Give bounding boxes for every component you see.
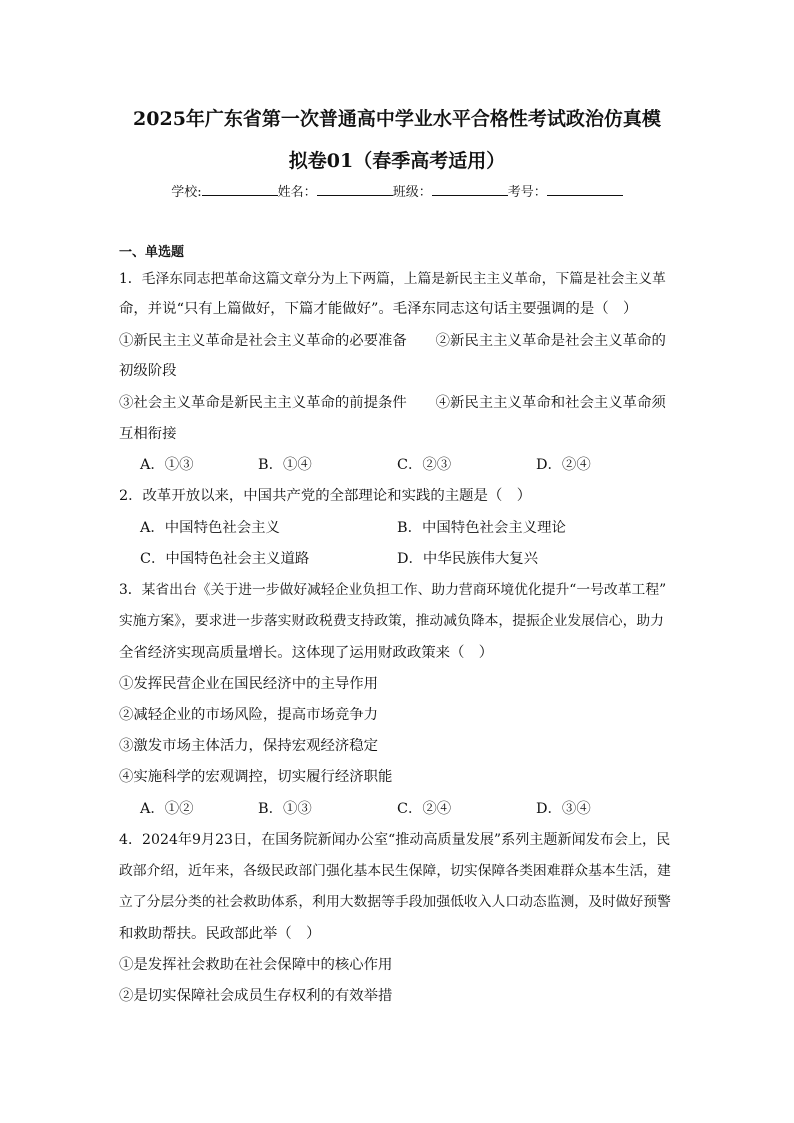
q2-option-a[interactable]: A．中国特色社会主义 (140, 520, 280, 536)
q1-statement-2-cont: 初级阶段 (119, 363, 177, 379)
q3-statement-2: ②减轻企业的市场风险，提高市场竞争力 (119, 707, 379, 723)
q3-stem-line1: 3．某省出台《关于进一步做好减轻企业负担工作、助力营商环境优化提升“一号改革工程” (119, 582, 667, 598)
q3-option-c[interactable]: C．②④ (397, 801, 452, 817)
q1-option-b[interactable]: B．①④ (258, 457, 312, 473)
school-label: 学校: (171, 185, 202, 200)
exam-title-line2: 拟卷01（春季高考适用） (288, 150, 506, 172)
school-blank[interactable] (202, 183, 278, 196)
student-info-row (0, 181, 794, 200)
q2-option-d[interactable]: D．中华民族伟大复兴 (397, 551, 539, 567)
q3-option-d[interactable]: D．③④ (536, 801, 591, 817)
section-heading: 一、单选题 (119, 245, 185, 260)
q4-stem-line2: 政部介绍，近年来，各级民政部门强化基本民生保障，切实保障各类困难群众基本生活，建 (119, 863, 671, 879)
q2-option-c[interactable]: C．中国特色社会主义道路 (140, 551, 310, 567)
q3-statement-4: ④实施科学的宏观调控，切实履行经济职能 (119, 769, 393, 785)
exam-no-blank[interactable] (547, 183, 623, 196)
q1-statement-3-4: ③社会主义革命是新民主主义革命的前提条件 ④新民主主义革命和社会主义革命须 (119, 395, 666, 411)
name-label: 姓名： (277, 185, 317, 200)
q4-statement-1: ①是发挥社会救助在社会保障中的核心作用 (119, 957, 393, 973)
q2-stem: 2．改革开放以来，中国共产党的全部理论和实践的主题是（ ） (119, 488, 532, 504)
q4-statement-2: ②是切实保障社会成员生存权利的有效举措 (119, 988, 393, 1004)
q1-statement-1-2: ①新民主主义革命是社会主义革命的必要准备 ②新民主主义革命是社会主义革命的 (119, 333, 666, 349)
q1-statement-4-cont: 互相衔接 (119, 426, 177, 442)
q4-stem-line4: 和救助帮扶。民政部此举（ ） (119, 926, 321, 942)
class-blank[interactable] (432, 183, 508, 196)
class-label: 班级： (392, 185, 432, 200)
name-blank[interactable] (317, 183, 393, 196)
q4-stem-line1: 4．2024年9月23日，在国务院新闻办公室“推动高质量发展”系列主题新闻发布会上，民 (119, 832, 671, 848)
q3-statement-1: ①发挥民营企业在国民经济中的主导作用 (119, 676, 379, 692)
q1-option-c[interactable]: C．②③ (397, 457, 452, 473)
q3-statement-3: ③激发市场主体活力，保持宏观经济稳定 (119, 738, 379, 754)
q4-stem-line3: 立了分层分类的社会救助体系，利用大数据等手段加强低收入人口动态监测，及时做好预警 (119, 894, 671, 910)
exam-no-label: 考号： (507, 185, 547, 200)
q1-stem-line2: 命，并说“只有上篇做好，下篇才能做好”。毛泽东同志这句话主要强调的是（ ） (119, 301, 638, 317)
q3-option-b[interactable]: B．①③ (258, 801, 312, 817)
q1-option-a[interactable]: A．①③ (140, 457, 194, 473)
q1-option-d[interactable]: D．②④ (536, 457, 591, 473)
q3-stem-line3: 全省经济实现高质量增长。这体现了运用财政政策来（ ） (119, 645, 494, 661)
q3-stem-line2: 实施方案》，要求进一步落实财政税费支持政策，推动减负降本，提振企业发展信心，助力 (119, 613, 664, 629)
q2-option-b[interactable]: B．中国特色社会主义理论 (397, 520, 566, 536)
q3-option-a[interactable]: A．①② (140, 801, 194, 817)
q1-stem-line1: 1．毛泽东同志把革命这篇文章分为上下两篇，上篇是新民主主义革命，下篇是社会主义革 (119, 271, 666, 287)
exam-title-line1: 2025年广东省第一次普通高中学业水平合格性考试政治仿真模 (133, 108, 661, 130)
